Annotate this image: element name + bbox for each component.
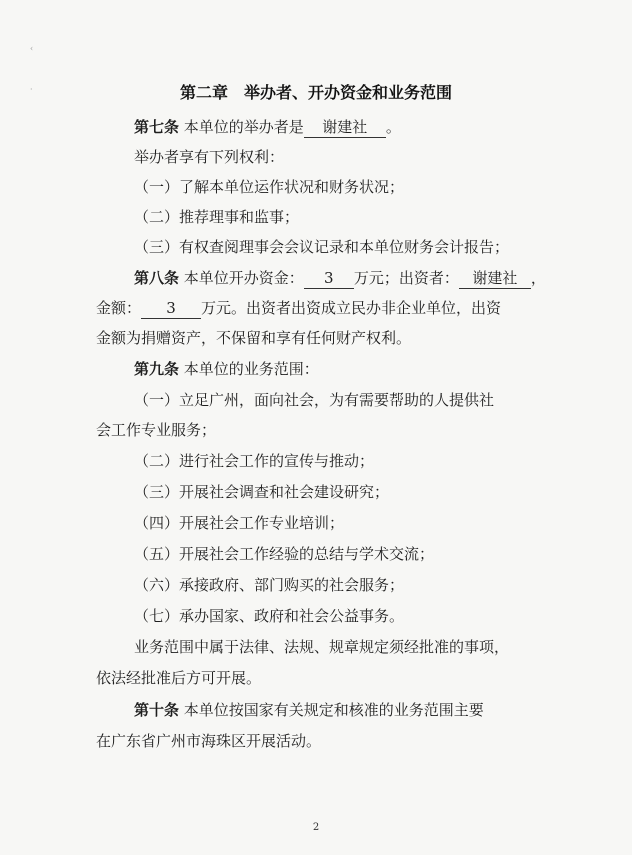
chapter-heading: 举办者、开办资金和业务范围 [244,83,453,102]
article-text: 万元；出资者： [353,269,459,287]
article-10-line [134,698,484,722]
investment-amount: 3 [141,299,201,319]
punctuation: ， [530,269,546,287]
article-9-line [134,357,319,381]
scan-mark: · [30,85,33,94]
article-label: 第十条 [134,701,180,719]
article-text: 本单位的业务范围： [183,360,319,378]
article-text: 本单位的举办者是 [183,118,304,136]
chapter-title [0,80,632,103]
scope-note: 业务范围中属于法律、法规、规章规定须经批准的事项， [134,638,510,656]
holder-name: 谢建社 [304,118,386,138]
article-10-line-2: 在广东省广州市海珠区开展活动。 [96,732,322,750]
article-text: 万元。出资者出资成立民办非企业单位，出资 [201,299,502,317]
scope-item: （三）开展社会调查和社会建设研究； [134,483,390,501]
chapter-number: 第二章 [179,83,228,102]
right-item: （三）有权查阅理事会会议记录和本单位财务会计报告； [134,238,510,256]
article-8-line [134,266,546,290]
article-8-line-3: 金额为捐赠资产，不保留和享有任何财产权利。 [96,329,412,347]
rights-intro: 举办者享有下列权利： [134,148,285,166]
punctuation: 。 [385,118,401,136]
article-text: 本单位按国家有关规定和核准的业务范围主要 [183,701,484,719]
article-8-line-2 [96,296,501,320]
investor-name: 谢建社 [459,269,531,289]
scope-item: （四）开展社会工作专业培训； [134,514,345,532]
scope-item: （六）承接政府、部门购买的社会服务； [134,576,405,594]
article-label: 第九条 [134,360,180,378]
article-label: 第八条 [134,269,180,287]
page-number: 2 [312,822,320,833]
fund-amount: 3 [304,269,354,289]
article-label: 第七条 [134,118,180,136]
scan-mark: ‹ [30,44,34,53]
scope-item: （五）开展社会工作经验的总结与学术交流； [134,545,435,563]
scope-item: （七）承办国家、政府和社会公益事务。 [134,607,405,625]
right-item: （一）了解本单位运作状况和财务状况； [134,178,405,196]
scope-note-continued: 依法经批准后方可开展。 [96,669,262,687]
article-text: 金额： [96,299,142,317]
scope-item-continued: 会工作专业服务； [96,421,217,439]
article-text: 本单位开办资金： [183,269,304,287]
article-7-line [134,115,401,139]
right-item: （二）推荐理事和监事； [134,208,300,226]
scope-item: （一）立足广州，面向社会，为有需要帮助的人提供社 [134,391,495,409]
scope-item: （二）进行社会工作的宣传与推动； [134,452,375,470]
